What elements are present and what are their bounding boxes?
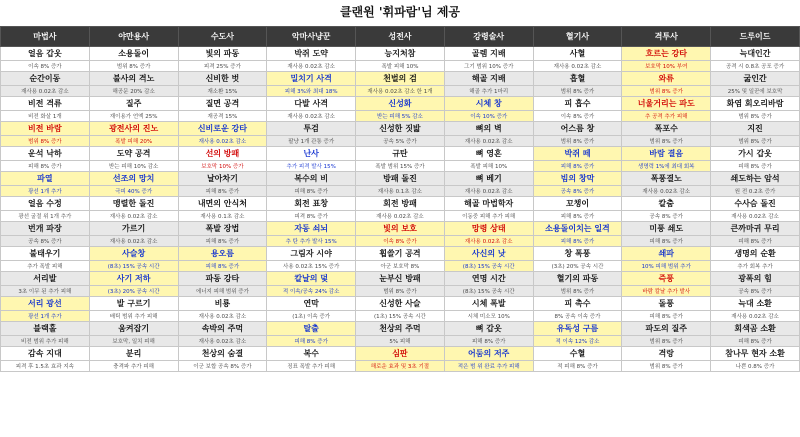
skill-effect: 재공격 15% [178,111,267,122]
skill-effect: 적은 범 위 완료 추가 피해 [444,361,533,372]
skill-effect: 폭발 피해 10% [356,61,445,72]
skill-effect: 폭발 피해 10% [444,161,533,172]
skill-effect: 범위 8% 증가 [622,86,711,97]
skill-name: 난사 [267,147,356,161]
skill-name: 소용돌이 [89,47,178,61]
skill-effect: 광선 1개 추가 [1,186,90,197]
skill-name-row [1,197,800,211]
skill-desc-row [1,186,800,197]
page-title: 클랜원 '휘파람'님 제공 [339,5,461,19]
skill-name: 수혈 [533,347,622,361]
class-header-row [1,27,800,47]
skill-effect: 재사용 0.02초 감소 [89,211,178,222]
skill-effect: 재사용 0.02초 감소 [622,186,711,197]
skill-name: 얼음 갑옷 [1,47,90,61]
skill-desc-row [1,161,800,172]
skill-name: 박쥐 떼 [533,147,622,161]
skill-name: 블랙홀 [1,322,90,336]
skill-name: 회전 방패 [356,197,445,211]
skill-name-row [1,172,800,186]
skill-effect: 추 탄 추가 발사 15% [267,236,356,247]
skill-name: 선의 방패 [178,147,267,161]
skill-effect: 범위 8% 증가 [622,336,711,347]
skill-desc-row [1,261,800,272]
skill-effect: 피해 8% 증가 [533,236,622,247]
skill-name: 지진 [711,122,800,136]
skill-effect: 이속 8% 증가 [1,61,90,72]
skill-effect: 폭발 범위 15% 증가 [356,161,445,172]
skill-name: 빔의 창막 [533,172,622,186]
skill-name: 탈출 [267,322,356,336]
skill-desc-row [1,286,800,297]
skill-name: 서리 광선 [1,297,90,311]
skill-name: 뼈 베기 [444,172,533,186]
skill-effect: 그기 범위 10% 증가 [444,61,533,72]
skill-name: 선조의 망치 [89,172,178,186]
skill-effect: 범위 8% 증가 [533,136,622,147]
skill-effect: 적 피해 8% 증가 [533,361,622,372]
skill-name: 회전 표창 [267,197,356,211]
skill-effect: 재사용 0.02초 감소 [356,211,445,222]
skill-effect: 팔냥 1개 관통 증가 [267,136,356,147]
skill-effect: 추 공격 추가 피해 [622,111,711,122]
skill-desc-row [1,336,800,347]
skill-effect: 재사용 0.02초 감소 [89,236,178,247]
skill-effect: 피해 8% 증가 [711,336,800,347]
skill-name: 날아차기 [178,172,267,186]
skill-name: 신성화 [356,97,445,111]
skill-effect: 피격 25% 증가 [178,61,267,72]
skill-effect: 해로운 효과 및 3초 기절 [356,361,445,372]
skill-name: 천상의 숨결 [178,347,267,361]
skill-effect: 나쁜 0.8% 증가 [711,361,800,372]
skill-effect: 피해 8% 증가 [622,236,711,247]
skill-name: 광폭의 힘 [711,272,800,286]
skill-effect: 공격 시 0.8초 공포 증가 [711,61,800,72]
skill-effect: 피해 8% 증가 [533,211,622,222]
skill-name: 신비로운 강타 [178,122,267,136]
skill-effect: 피해 8% 증가 [622,311,711,322]
skill-effect: 25% 및 일꾼에 보호막 [711,86,800,97]
skill-effect: 범위 8% 증가 [622,361,711,372]
skill-effect: 이속 8% 증가 [533,111,622,122]
skill-effect: 재이용가 언엑 25% [89,111,178,122]
skill-name: 눈부신 방패 [356,272,445,286]
skill-name: 늑대 소환 [711,297,800,311]
skill-effect: 받는 피해 5% 감소 [356,111,445,122]
skill-effect: 해골 추가 1마리 [444,86,533,97]
skill-desc-row [1,361,800,372]
skill-effect: 피해 8% 증가 [533,161,622,172]
skill-effect: 보호막 10% 부여 [622,61,711,72]
skill-effect: 충격파 추가 피해 [89,361,178,372]
skill-effect: 피해 8% 증가 [444,336,533,347]
skill-effect: 재사용 0.02초 감소 [444,236,533,247]
skill-effect: 피해 8% 증가 [178,236,267,247]
skill-effect: (8초) 15% 공속 시간 [444,261,533,272]
skill-effect: 범위 8% 증가 [711,136,800,147]
skill-name: 창 폭풍 [533,247,622,261]
skill-effect: 재사용 0.02초 감소 [1,86,90,97]
skill-effect: (1초) 15% 공속 시간 [356,311,445,322]
skill-name: 밀치기 사격 [267,72,356,86]
skill-name: 얼음 수정 [1,197,90,211]
skill-effect: 받는 피해 10% 감소 [89,161,178,172]
skill-effect: 피해 8% 증가 [1,161,90,172]
skill-name: 질면 공격 [178,97,267,111]
skill-name: 빛의 파동 [178,47,267,61]
skill-name: 복수 [267,347,356,361]
skill-name: 천상의 주먹 [356,322,445,336]
skill-name: 사혈 [533,47,622,61]
skill-name: 가시 갑옷 [711,147,800,161]
skill-effect: 재사용 0.02초 감소 [267,111,356,122]
skill-name: 불사의 격노 [89,72,178,86]
skill-name: 피 촉수 [533,297,622,311]
skill-name: 소용돌이치는 일격 [533,222,622,236]
skill-name: 흐르는 강타 [622,47,711,61]
skill-name-row [1,122,800,136]
skill-effect: 에너지 피해 범위 증가 [178,286,267,297]
class-header: 드루이드 [711,27,800,47]
skill-name: 방패 돌진 [356,172,445,186]
skill-name: 내면의 안식처 [178,197,267,211]
skill-effect: 재사용 0.02초 감소 [178,136,267,147]
skill-effect: 3초 이무 된 추가 피해 [1,286,90,297]
skill-name: 뼈의 벽 [444,122,533,136]
skill-name-row [1,272,800,286]
skill-name: 번개 파장 [1,222,90,236]
skill-effect: 재사용 0.1초 감소 [356,186,445,197]
skill-effect: 원 전 0.2초 증가 [711,186,800,197]
skill-effect: 공속 5% 증가 [356,136,445,147]
skill-name-row [1,72,800,86]
skill-desc-row [1,211,800,222]
skill-name: 비전 격류 [1,97,90,111]
skill-name: 심판 [356,347,445,361]
skill-effect: 보호막, 일치 피해 [89,336,178,347]
skill-name-row [1,222,800,236]
skill-name: 큰까마귀 무리 [711,222,800,236]
skill-name: 천벌의 검 [356,72,445,86]
skill-name: 신비한 벗 [178,72,267,86]
skill-effect: 재사용 0.02초 감소 [444,136,533,147]
skill-effect: 피해 8% 증가 [711,161,800,172]
skill-effect: (8초) 15% 공속 시간 [444,286,533,297]
skill-effect: 피해 8% 증가 [711,236,800,247]
skill-effect: 재사용 0.02초 감소 한 1개 [356,86,445,97]
skill-effect: 재사용 0.02초 감소 [267,61,356,72]
skill-effect: 이속 10% 증가 [444,111,533,122]
skill-effect: 시체 미소모 10% [444,311,533,322]
skill-name: 신성한 사슬 [356,297,445,311]
skill-name: 늑대인간 [711,47,800,61]
skill-effect: 사용 0.02초 15% 증가 [267,261,356,272]
skill-name: 격랑 [622,347,711,361]
skill-desc-row [1,136,800,147]
skill-effect: 범위 8% 증가 [533,286,622,297]
skill-name: 생명의 순환 [711,247,800,261]
skill-effect: 피해 8% 증가 [178,186,267,197]
skill-name: 속박의 주먹 [178,322,267,336]
skill-effect: 적 이속 12% 감소 [533,336,622,347]
skill-name: 수사슴 돌진 [711,197,800,211]
skill-name: 망령 상태 [444,222,533,236]
skill-name: 발 구르기 [89,297,178,311]
skill-effect: 재사용 0.02초 감소 [711,311,800,322]
skill-name: 시체 창 [444,97,533,111]
skill-name: 화염 회오리바람 [711,97,800,111]
skill-effect: 피격 8% 증가 [267,211,356,222]
skill-effect: 공속 8% 증가 [533,186,622,197]
skill-name-row [1,347,800,361]
skill-name: 회색곰 소환 [711,322,800,336]
skill-effect: 5% 피해 [356,336,445,347]
skill-rows [1,47,800,372]
skill-effect: 피해 8% 증가 [178,261,267,272]
skill-name: 운석 낙하 [1,147,90,161]
skill-effect: 재사용 0.1초 감소 [178,211,267,222]
skill-effect: (3초) 20% 공속 시간 [533,261,622,272]
skill-name: 와류 [622,72,711,86]
skill-effect: 이군 보합 공속 8% 증가 [178,361,267,372]
class-header: 야만용사 [89,27,178,47]
skill-name: 다발 사격 [267,97,356,111]
skill-name: 해골 지배 [444,72,533,86]
skill-effect: 공속 8% 증가 [711,286,800,297]
skill-effect: 배틱 범위 추가 피해 [89,311,178,322]
skill-effect: 범위 8% 증가 [622,136,711,147]
skill-name: 휩쓸기 공격 [356,247,445,261]
skill-name: 쇄도하는 암석 [711,172,800,186]
skill-name: 규탄 [356,147,445,161]
skill-name: 돌풍 [622,297,711,311]
skill-table [0,26,800,372]
skill-name: 시체 폭발 [444,297,533,311]
skill-effect: 재사용 0.02초 감소 [444,186,533,197]
skill-effect: 추가 회복 추가 [711,261,800,272]
skill-name-row [1,297,800,311]
skill-name: 혈기의 파동 [533,272,622,286]
skill-name: 폭발 장법 [178,222,267,236]
skill-name: 비전 바람 [1,122,90,136]
skill-name: 맹렬한 돌진 [89,197,178,211]
skill-name: 능지처참 [356,47,445,61]
skill-effect: 재소환 15% [178,86,267,97]
skill-effect: 범위 8% 증가 [711,111,800,122]
skill-name: 복수의 비 [267,172,356,186]
skill-name: 그림자 시야 [267,247,356,261]
skill-name: 폭풍결노 [622,172,711,186]
skill-effect: 피해 8% 증가 [267,336,356,347]
skill-name: 도약 공격 [89,147,178,161]
skill-effect: (3초) 20% 공속 시간 [89,286,178,297]
skill-name: 바람 결음 [622,147,711,161]
skill-name: 참나무 현자 소환 [711,347,800,361]
skill-name: 폭포수 [622,122,711,136]
skill-effect: 비전 범위 추가 피해 [1,336,90,347]
skill-name: 뼈 갑옷 [444,322,533,336]
skill-effect: 추가 피격 발사 15% [267,161,356,172]
skill-effect: 생명력 1%에 최대 회복 [622,161,711,172]
skill-name: 분리 [89,347,178,361]
skill-desc-row [1,111,800,122]
skill-desc-row [1,61,800,72]
skill-effect: 보호막 10% 증가 [178,161,267,172]
skill-name: 칼춤 [622,197,711,211]
skill-name: 비룡 [178,297,267,311]
skill-name: 뼈 영혼 [444,147,533,161]
skill-name: 박쥐 도약 [267,47,356,61]
skill-effect: 피격 후 1.5초 효과 지속 [1,361,90,372]
skill-effect: 공속 8% 증가 [622,211,711,222]
skill-desc-row [1,311,800,322]
skill-name: 사슬창 [89,247,178,261]
skill-effect: 재사용 0.02초 감소 [711,211,800,222]
skill-desc-row [1,236,800,247]
skill-name: 쇄파 [622,247,711,261]
skill-effect: 폭발 피해 20% [89,136,178,147]
skill-name: 용오름 [178,247,267,261]
skill-effect: 피해 8% 증가 [267,186,356,197]
class-header: 수도사 [178,27,267,47]
skill-name: 순간이동 [1,72,90,86]
skill-name: 광전사의 진노 [89,122,178,136]
class-header: 마법사 [1,27,90,47]
skill-name: 너울거리는 파도 [622,97,711,111]
skill-effect: 8% 공속 이속 증가 [533,311,622,322]
skill-name: 칼날의 덫 [267,272,356,286]
skill-name: 자동 쇠뇌 [267,222,356,236]
skill-effect: 공속 8% 증가 [1,236,90,247]
skill-effect: 재사용 0.02초 감소 [178,336,267,347]
skill-effect: 적 이속/공속 24% 감소 [267,286,356,297]
skill-effect: 범위 8% 증가 [533,86,622,97]
skill-name: 유독성 구름 [533,322,622,336]
skill-effect: 광선 굴절 위 1개 추가 [1,211,90,222]
skill-effect: 범위 8% 증가 [356,286,445,297]
skill-effect: 해공문 20% 감소 [89,86,178,97]
skill-effect: 아군 보호막 8% [356,261,445,272]
skill-name: 사기 저하 [89,272,178,286]
skill-name: 움켜잡기 [89,322,178,336]
class-header: 혈기사 [533,27,622,47]
skill-name: 어스름 창 [533,122,622,136]
skill-name: 파동 강타 [178,272,267,286]
skill-name: 피 흡수 [533,97,622,111]
skill-name-row [1,247,800,261]
skill-effect: (1초) 이속 증가 [267,311,356,322]
skill-name-row [1,97,800,111]
skill-effect: 극피 40% 증가 [89,186,178,197]
skill-desc-row [1,86,800,97]
class-header: 악마사냥꾼 [267,27,356,47]
skill-effect: 재사용 0.02초 감소 [178,311,267,322]
class-header: 강령술사 [444,27,533,47]
skill-effect: 이동중 피해 추가 피해 [444,211,533,222]
skill-name: 파열 [1,172,90,186]
skill-name: 파도의 질주 [622,322,711,336]
skill-effect: 범위 8% 증가 [1,136,90,147]
skill-name: 신성한 짓밟 [356,122,445,136]
skill-name: 흡혈 [533,72,622,86]
skill-effect: (8초) 15% 공속 시간 [89,261,178,272]
class-header: 격투사 [622,27,711,47]
skill-effect: 피해 3%와 최대 18% [267,86,356,97]
skill-name: 사신의 낫 [444,247,533,261]
skill-name: 가르기 [89,222,178,236]
skill-name: 질주 [89,97,178,111]
skill-effect: 바람 칼날 추가 발사 [622,286,711,297]
skill-name: 연막 [267,297,356,311]
skill-name: 빛의 보호 [356,222,445,236]
skill-effect: 재사용 0.02초 감소 [533,61,622,72]
skill-effect: 징표 폭발 추가 피해 [267,361,356,372]
skill-name: 서리발 [1,272,90,286]
skill-name: 연명 시간 [444,272,533,286]
skill-name: 굶인간 [711,72,800,86]
skill-name-row [1,47,800,61]
skill-name-row [1,147,800,161]
skill-name: 꼬챙이 [533,197,622,211]
skill-effect: 추가 폭발 피해 [1,261,90,272]
skill-name: 투검 [267,122,356,136]
skill-name: 불태우기 [1,247,90,261]
skill-effect: 10% 피해 범위 추가 [622,261,711,272]
skill-name: 감속 지대 [1,347,90,361]
skill-name: 미풍 쇄도 [622,222,711,236]
skill-effect: 이속 8% 증가 [356,236,445,247]
skill-effect: 광선 1개 추가 [1,311,90,322]
skill-name: 골렘 지배 [444,47,533,61]
skill-name: 어둠의 저주 [444,347,533,361]
skill-effect: 비전 화살 1개 [1,111,90,122]
skill-name: 즉풍 [622,272,711,286]
skill-name-row [1,322,800,336]
class-header: 성전사 [356,27,445,47]
skill-effect: 범위 8% 증가 [89,61,178,72]
skill-name: 해골 마법학자 [444,197,533,211]
